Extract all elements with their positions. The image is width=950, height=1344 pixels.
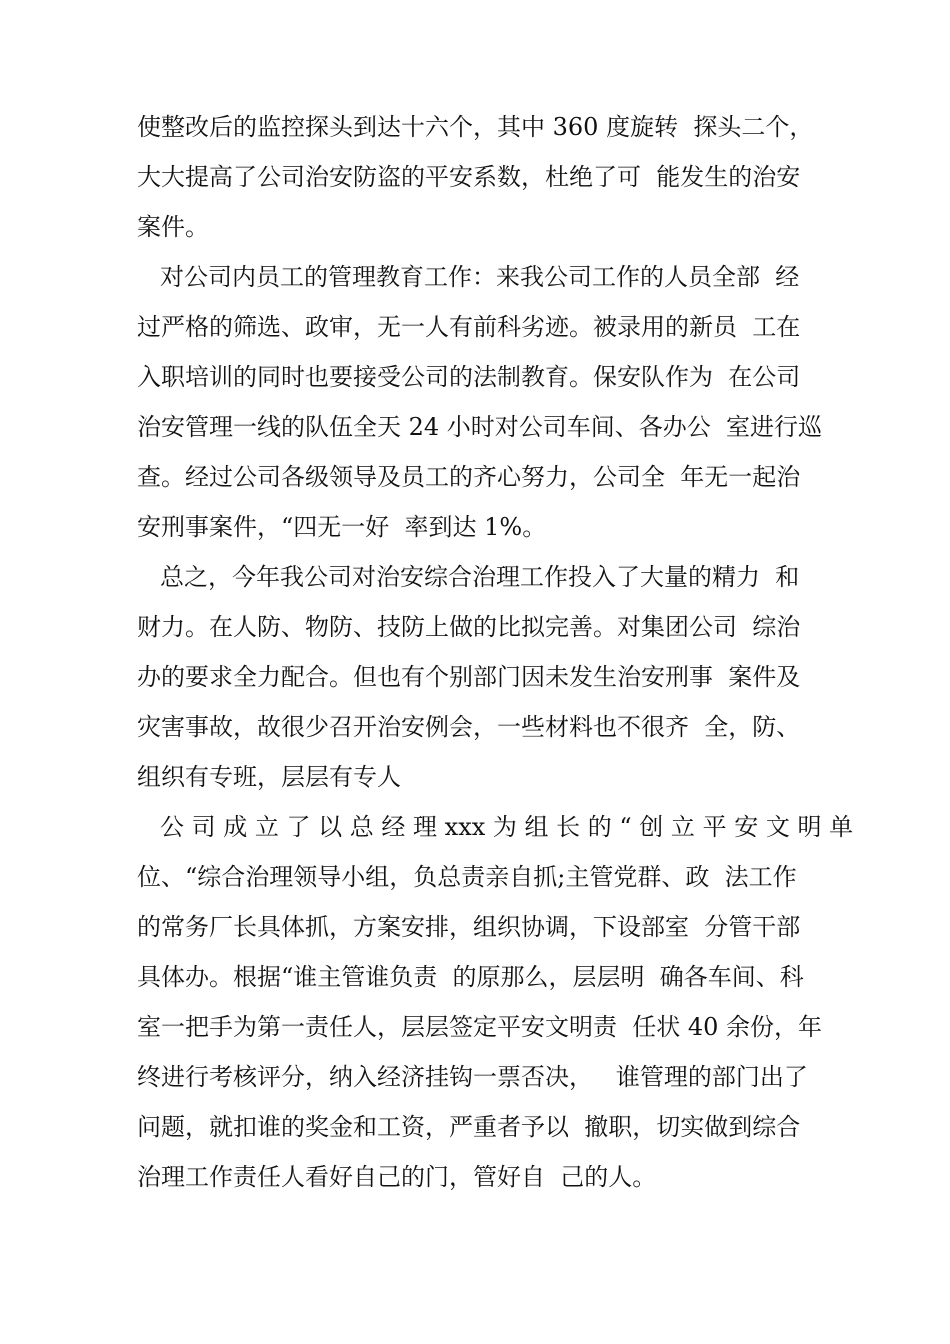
paragraph-line: 大大提高了公司治安防盗的平安系数，杜绝了可 能发生的治安	[137, 163, 801, 191]
paragraph-line: 案件。	[137, 213, 209, 241]
paragraph-line: 位、“综合治理领导小组，负总责亲自抓;主管党群、政 法工作	[137, 863, 797, 891]
paragraph-line: 入职培训的同时也要接受公司的法制教育。保安队作为 在公司	[137, 363, 801, 391]
paragraph-line: 安刑事案件，“四无一好 率到达 1%。	[137, 513, 547, 541]
paragraph-line: 对公司内员工的管理教育工作：来我公司工作的人员全部 经	[160, 263, 800, 291]
paragraph-line: 办的要求全力配合。但也有个别部门因未发生治安刑事 案件及	[137, 663, 801, 691]
paragraph-line: 问题，就扣谁的奖金和工资，严重者予以 撤职，切实做到综合	[137, 1113, 801, 1141]
paragraph-line: 公 司 成 立 了 以 总 经 理 xxx 为 组 长 的 “ 创 立 平 安 文 明 单	[160, 813, 854, 841]
paragraph-line: 查。经过公司各级领导及员工的齐心努力，公司全 年无一起治	[137, 463, 801, 491]
paragraph-line: 组织有专班，层层有专人	[137, 763, 401, 791]
paragraph-line: 灾害事故，故很少召开治安例会，一些材料也不很齐 全，防、	[137, 713, 801, 741]
paragraph-line: 财力。在人防、物防、技防上做的比拟完善。对集团公司 综治	[137, 613, 801, 641]
paragraph-line: 室一把手为第一责任人，层层签定平安文明责 任状 40 余份，年	[137, 1013, 823, 1041]
paragraph-line: 总之，今年我公司对治安综合治理工作投入了大量的精力 和	[160, 563, 800, 591]
paragraph-line: 具体办。根据“谁主管谁负责 的原那么，层层明 确各车间、科	[137, 963, 804, 991]
paragraph-line: 终进行考核评分，纳入经济挂钩一票否决， 谁管理的部门出了	[137, 1063, 808, 1091]
paragraph-line: 的常务厂长具体抓，方案安排，组织协调，下设部室 分管干部	[137, 913, 801, 941]
paragraph-line: 治安管理一线的队伍全天 24 小时对公司车间、各办公 室进行巡	[137, 413, 823, 441]
paragraph-line: 过严格的筛选、政审，无一人有前科劣迹。被录用的新员 工在	[137, 313, 801, 341]
paragraph-line: 使整改后的监控探头到达十六个，其中 360 度旋转 探头二个，	[137, 113, 814, 141]
paragraph-line: 治理工作责任人看好自己的门，管好自 己的人。	[137, 1163, 657, 1191]
